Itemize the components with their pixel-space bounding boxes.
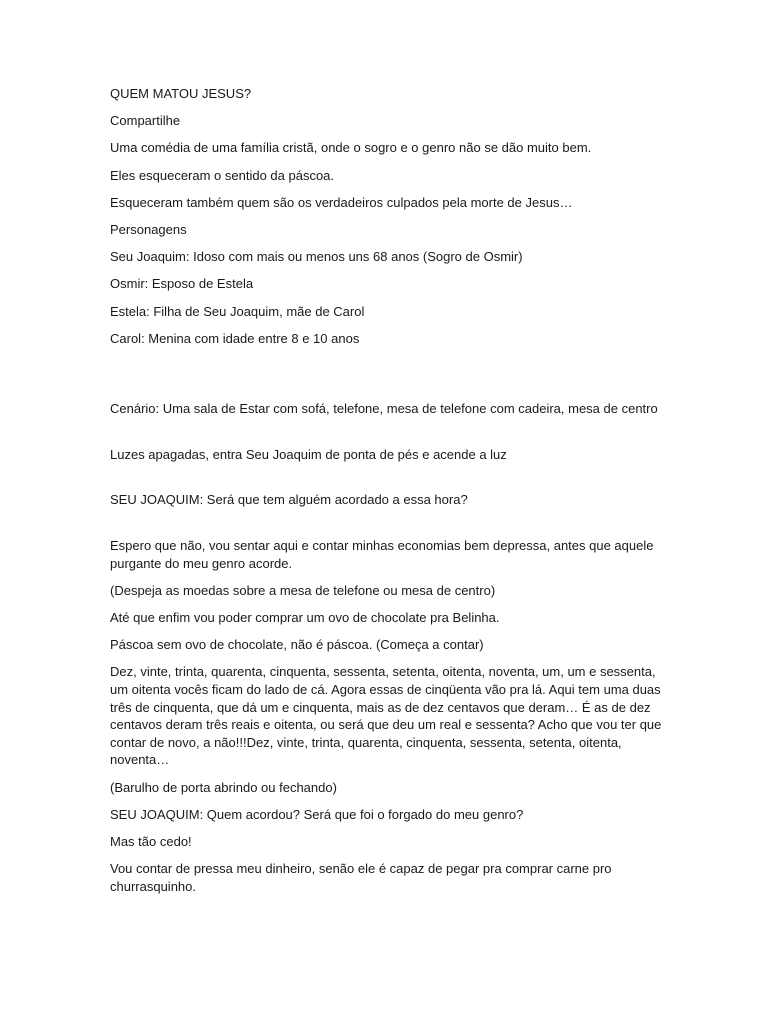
- document-page: [110, 85, 662, 905]
- characters-heading: Personagens: [110, 221, 187, 237]
- dialogue-paragraph: Vou contar de pressa meu dinheiro, senão ele é capaz de pegar pra comprar carne pro churrasquinho.: [110, 861, 612, 894]
- dialogue-line: SEU JOAQUIM: Será que tem alguém acordado a essa hora?: [110, 492, 468, 508]
- character-entry: Seu Joaquim: Idoso com mais ou menos uns 68 anos (Sogro de Osmir): [110, 249, 523, 265]
- dialogue-paragraph: Páscoa sem ovo de chocolate, não é páscoa. (Começa a contar): [110, 637, 484, 653]
- intro-paragraph: Uma comédia de uma família cristã, onde o sogro e o genro não se dão muito bem.: [110, 140, 592, 156]
- stage-direction: Luzes apagadas, entra Seu Joaquim de ponta de pés e acende a luz: [110, 446, 507, 462]
- scenery-description: Cenário: Uma sala de Estar com sofá, telefone, mesa de telefone com cadeira, mesa de centro: [110, 401, 658, 417]
- dialogue-paragraph: Até que enfim vou poder comprar um ovo de chocolate pra Belinha.: [110, 610, 500, 626]
- share-label: Compartilhe: [110, 113, 181, 129]
- dialogue-paragraph: Espero que não, vou sentar aqui e contar minhas economias bem depressa, antes que aquele purgante do meu genro acorde.: [110, 538, 654, 571]
- dialogue-paragraph: Dez, vinte, trinta, quarenta, cinquenta, sessenta, setenta, oitenta, noventa, um, um e sessenta, um oitenta vocês ficam do lado de cá. Agora essas de cinqüenta vão pra lá. Aqui tem uma duas três de cinquenta, que dá um e cinquenta, mais as de dez centavos que deram… É as de dez centavos deram três reais e oitenta, ou será que deu um real e sessenta? Acho que vou ter que contar de novo, a não!!!Dez, vinte, trinta, quarenta, cinquenta, sessenta, setenta, oitenta, noventa…: [110, 664, 662, 768]
- character-entry: Estela: Filha de Seu Joaquim, mãe de Carol: [110, 303, 365, 319]
- intro-paragraph: Eles esqueceram o sentido da páscoa.: [110, 167, 335, 183]
- character-entry: Osmir: Esposo de Estela: [110, 276, 254, 292]
- document-title: QUEM MATOU JESUS?: [110, 86, 252, 101]
- stage-direction: (Despeja as moedas sobre a mesa de telefone ou mesa de centro): [110, 582, 496, 598]
- character-entry: Carol: Menina com idade entre 8 e 10 anos: [110, 330, 360, 346]
- stage-direction: (Barulho de porta abrindo ou fechando): [110, 779, 337, 795]
- intro-paragraph: Esqueceram também quem são os verdadeiros culpados pela morte de Jesus…: [110, 194, 573, 210]
- dialogue-line: SEU JOAQUIM: Quem acordou? Será que foi o forgado do meu genro?: [110, 806, 524, 822]
- dialogue-paragraph: Mas tão cedo!: [110, 833, 192, 849]
